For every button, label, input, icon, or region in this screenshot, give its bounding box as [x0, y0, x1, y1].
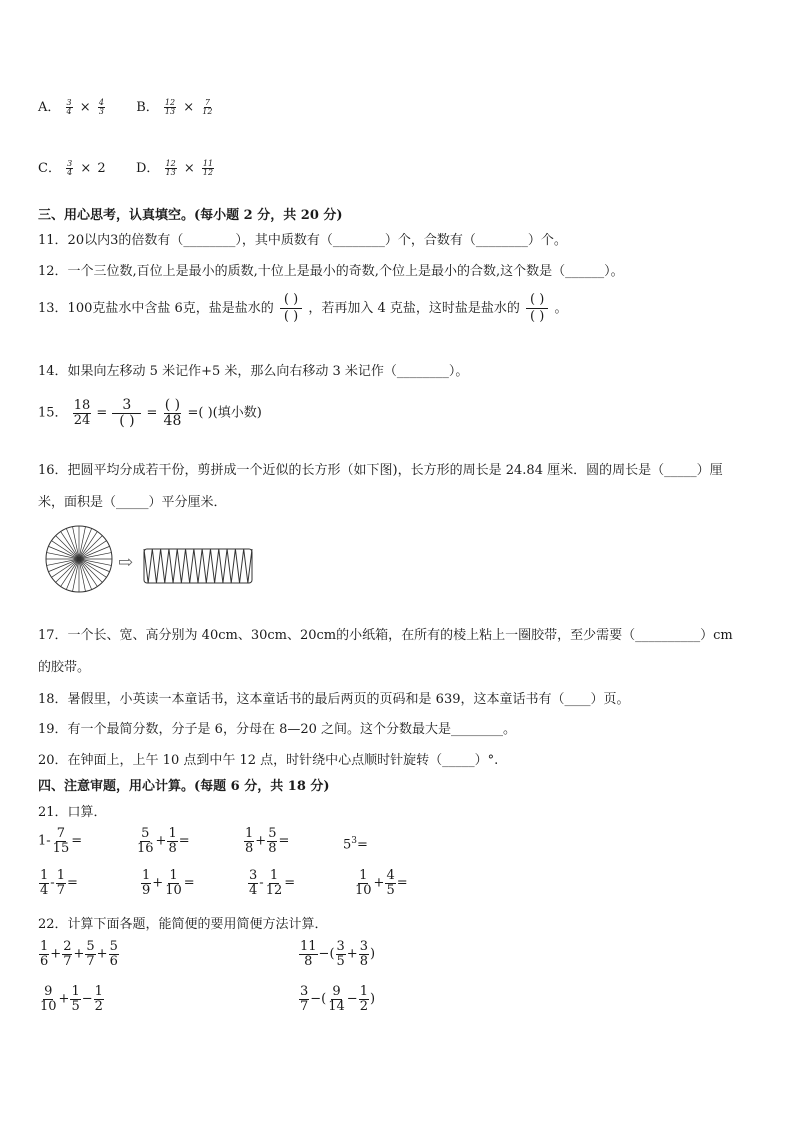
- question-15: 15． $\frac{18}{24}$ = $\frac{3}{( )}$ = $\frac{( )}{48}$ =( )(填小数): [38, 397, 262, 429]
- q15-frac-3[interactable]: $\frac{( )}{48}$: [163, 397, 182, 429]
- question-12: 12．一个三位数,百位上是最小的质数,十位上是最小的奇数,个位上是最小的合数,这个数是（______）。: [38, 264, 624, 279]
- question-17-line2: 的胶带。: [38, 660, 91, 675]
- question-21-title: 21．口算．: [38, 805, 107, 820]
- section3-heading: 三、用心思考，认真填空。(每小题 2 分，共 20 分): [38, 208, 343, 223]
- question-11: 11．20以内3的倍数有（________），其中质数有（________）个，合数有（________）个。: [38, 233, 567, 248]
- option-c-label: C．: [38, 161, 61, 176]
- option-b-frac2: $\frac{7}{12}$: [202, 97, 213, 116]
- question-16-line2: 米，面积是（_____）平分厘米．: [38, 495, 227, 510]
- q22-expr-1: $\frac{1}{6}$ + $\frac{2}{7}$ + $\frac{5}{7}$ + $\frac{5}{6}$: [40, 939, 118, 969]
- q21-item-1: 1- $\frac{7}{15}$ =: [38, 826, 83, 856]
- question-16-line1: 16．把圆平均分成若干份，剪拼成一个近似的长方形（如下图)，长方形的周长是 24.84 厘米．圆的周长是（_____）厘: [38, 463, 723, 478]
- q21-item-5: $\frac{1}{4}$ - $\frac{1}{7}$ =: [40, 868, 78, 898]
- option-b-frac1: $\frac{12}{13}$: [164, 97, 176, 116]
- option-row-ab: A． $\frac{3}{4}$ × $\frac{4}{3}$ B． $\frac{12}{13}$ × $\frac{7}{12}$: [38, 97, 213, 116]
- q13-blank-fraction-2[interactable]: $\frac{( )}{( )}$: [526, 292, 548, 325]
- q21-item-2: $\frac{5}{16}$ + $\frac{1}{8}$ =: [137, 826, 190, 856]
- question-14: 14．如果向左移动 5 米记作+5 米，那么向右移动 3 米记作（________）。: [38, 364, 469, 379]
- q22-expr-2: $\frac{11}{8}$ −( $\frac{3}{5}$ + $\frac{3}{8}$ ): [300, 939, 376, 969]
- option-d-label: D．: [135, 161, 160, 176]
- q22-expr-4: $\frac{3}{7}$ −( $\frac{9}{14}$ − $\frac{1}{2}$ ): [300, 984, 376, 1014]
- option-c-frac1: $\frac{3}{4}$: [67, 158, 73, 177]
- question-19: 19．有一个最简分数，分子是 6，分母在 8—20 之间。这个分数最大是________。: [38, 722, 517, 737]
- strip-zigzag: [144, 549, 252, 583]
- q21-item-3: $\frac{1}{8}$ + $\frac{5}{8}$ =: [245, 826, 290, 856]
- option-a-label: A．: [38, 100, 61, 115]
- rectangle-strip-figure: [142, 546, 254, 586]
- option-d-frac2: $\frac{11}{12}$: [202, 158, 214, 177]
- option-b-label: B．: [136, 100, 159, 115]
- section4-heading: 四、注意审题，用心计算。(每题 6 分，共 18 分): [38, 779, 330, 794]
- circle-sector-line: [56, 536, 79, 559]
- divided-circle-figure: [44, 524, 114, 594]
- question-13: 13．100克盐水中含盐 6克，盐是盐水的 $\frac{( )}{( )}$ ，若再加入 4 克盐，这时盐是盐水的 $\frac{( )}{( )}$ 。: [38, 292, 568, 324]
- q22-expr-3: $\frac{9}{10}$ + $\frac{1}{5}$ − $\frac{1}{2}$: [40, 984, 103, 1014]
- q15-frac-2[interactable]: $\frac{3}{( )}$: [112, 398, 141, 428]
- circle-sector-line: [79, 536, 102, 559]
- option-a-frac2: $\frac{4}{3}$: [98, 97, 104, 116]
- question-20: 20．在钟面上，上午 10 点到中午 12 点，时针绕中心点顺时针旋转（_____）°.: [38, 753, 499, 768]
- q15-frac-1: $\frac{18}{24}$: [73, 398, 91, 428]
- question-18: 18．暑假里，小英读一本童话书，这本童话书的最后两页的页码和是 639，这本童话书有（____）页。: [38, 692, 630, 707]
- question-22-title: 22．计算下面各题，能简便的要用简便方法计算．: [38, 917, 328, 932]
- arrow-right-icon: ⇨: [118, 552, 134, 573]
- q13-blank-fraction-1[interactable]: $\frac{( )}{( )}$: [280, 292, 302, 325]
- option-a-frac1: $\frac{3}{4}$: [66, 97, 72, 116]
- option-d-frac1: $\frac{12}{13}$: [165, 158, 176, 177]
- q21-item-8: $\frac{1}{10}$ + $\frac{4}{5}$ =: [355, 868, 408, 898]
- q21-item-6: $\frac{1}{9}$ + $\frac{1}{10}$ =: [142, 868, 195, 898]
- circle-sector-line: [56, 559, 79, 582]
- option-row-cd: C． $\frac{3}{4}$ × 2 D． $\frac{12}{13}$ × $\frac{11}{12}$: [38, 158, 214, 177]
- q21-item-4: $5^3=$: [343, 836, 368, 853]
- q21-item-7: $\frac{3}{4}$ - $\frac{1}{12}$ =: [249, 868, 296, 898]
- question-17-line1: 17．一个长、宽、高分别为 40cm、30cm、20cm的小纸箱，在所有的棱上粘上一圈胶带，至少需要（__________）cm: [38, 628, 733, 643]
- circle-sector-line: [79, 559, 102, 582]
